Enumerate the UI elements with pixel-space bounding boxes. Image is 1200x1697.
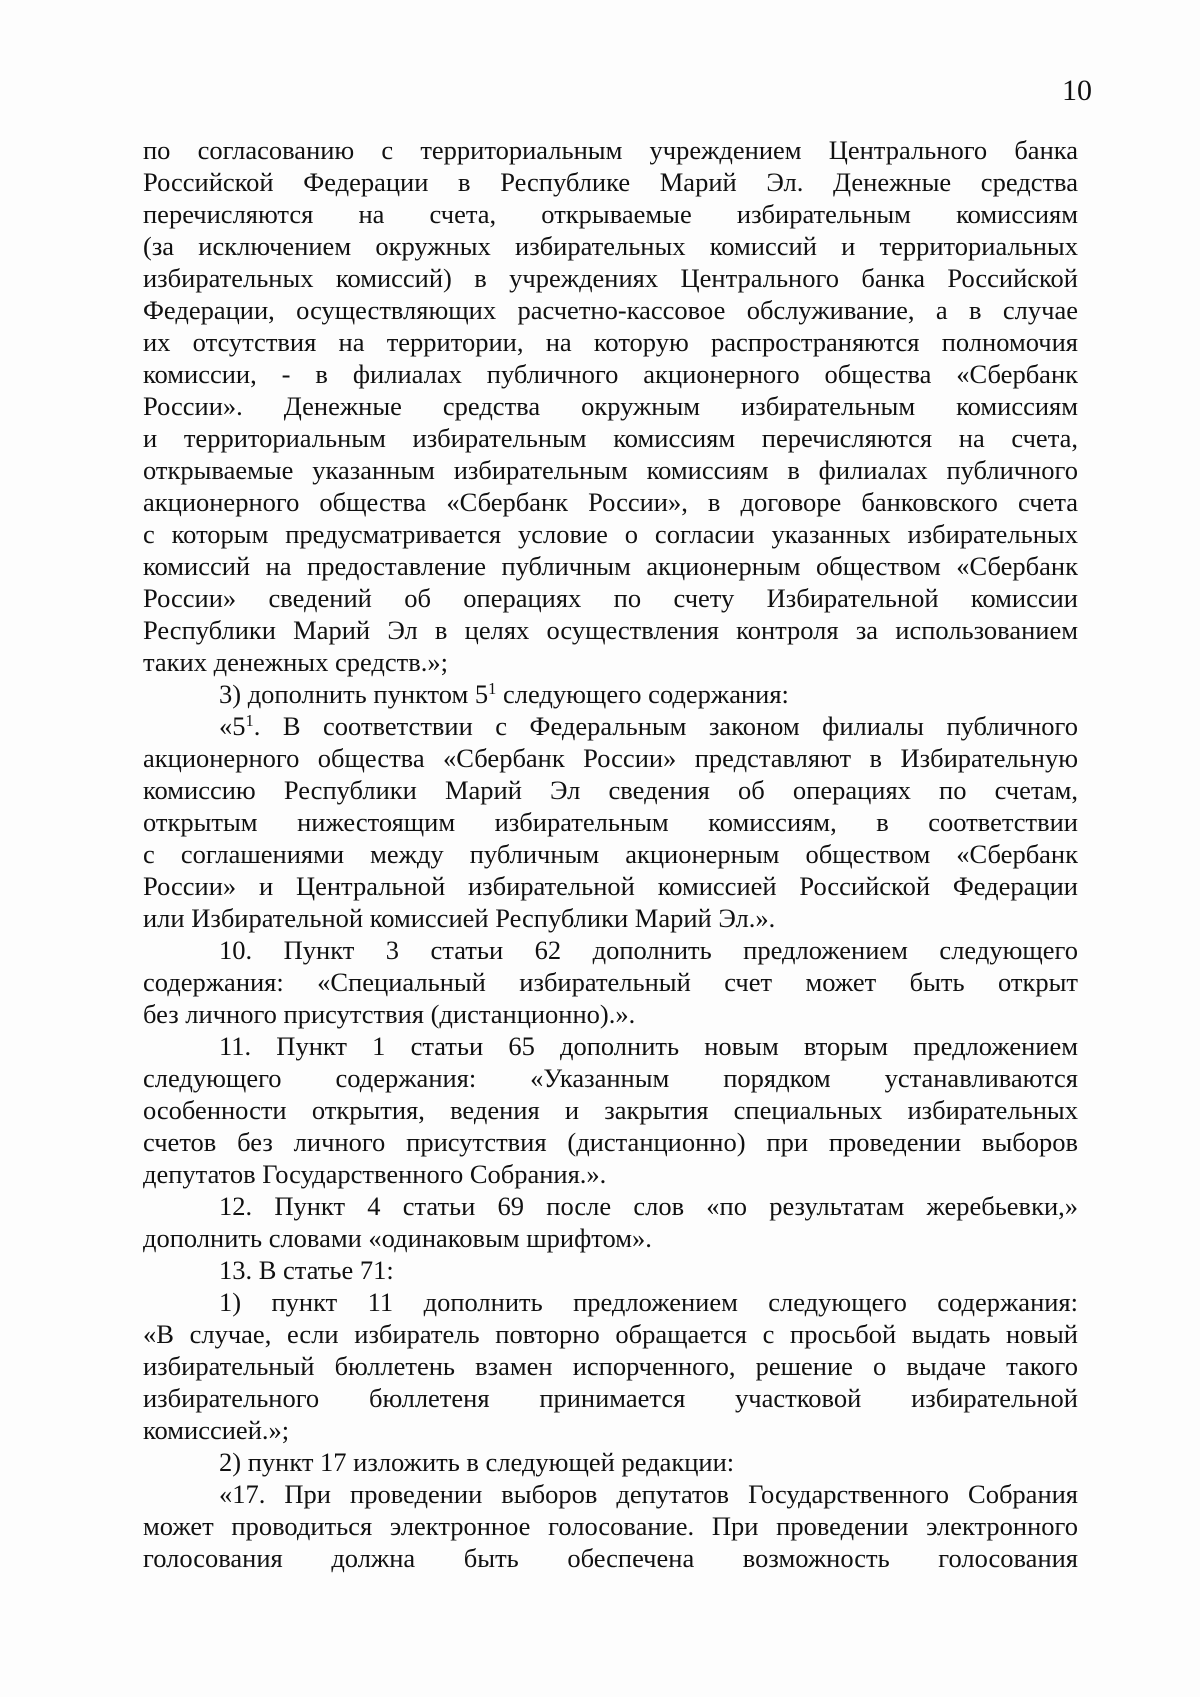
text-line [143, 294, 1078, 326]
text-line [143, 390, 1078, 422]
text-line-content: комиссией.»; [143, 1415, 290, 1445]
text-line [143, 1478, 1078, 1510]
text-line-content: и территориальным избирательным комиссиям перечисляются на счета, [143, 423, 1078, 453]
text-line [143, 1510, 1078, 1542]
document-body [143, 134, 1078, 1574]
text-line-content: перечисляются на счета, открываемые избирательным комиссиям [143, 199, 1078, 229]
text-line-content: 10. Пункт 3 статьи 62 дополнить предложением следующего [219, 935, 1078, 965]
text-line [143, 1414, 1078, 1446]
text-line-content: без личного присутствия (дистанционно).». [143, 999, 636, 1029]
text-line-content: их отсутствия на территории, на которую распространяются полномочия [143, 327, 1078, 357]
text-line-content: 12. Пункт 4 статьи 69 после слов «по результатам жеребьевки,» [219, 1191, 1078, 1221]
text-line-content: таких денежных средств.»; [143, 647, 448, 677]
text-line [143, 582, 1078, 614]
text-line-content: «17. При проведении выборов депутатов Государственного Собрания [219, 1479, 1078, 1509]
text-line [143, 1382, 1078, 1414]
text-line-content: по согласованию с территориальным учреждением Центрального банка [143, 135, 1078, 165]
text-line [143, 454, 1078, 486]
text-line [143, 550, 1078, 582]
text-line [143, 614, 1078, 646]
text-line-content: акционерного общества «Сбербанк России» представляют в Избирательную [143, 743, 1078, 773]
text-line-content: 13. В статье 71: [219, 1255, 394, 1285]
text-line [143, 166, 1078, 198]
text-line-content: избирательный бюллетень взамен испорченного, решение о выдаче такого [143, 1351, 1078, 1381]
text-line-content: депутатов Государственного Собрания.». [143, 1159, 607, 1189]
text-line-content: особенности открытия, ведения и закрытия специальных избирательных [143, 1095, 1078, 1125]
text-line-content: России» сведений об операциях по счету Избирательной комиссии [143, 583, 1078, 613]
text-line [143, 806, 1078, 838]
text-line-content: содержания: «Специальный избирательный счет может быть открыт [143, 967, 1078, 997]
text-line [143, 966, 1078, 998]
text-line [143, 326, 1078, 358]
text-line [143, 742, 1078, 774]
text-line [143, 870, 1078, 902]
text-line-content: с соглашениями между публичным акционерным обществом «Сбербанк [143, 839, 1078, 869]
text-line-continuation: следующего содержания: [496, 679, 789, 709]
text-line [143, 998, 1078, 1030]
text-line-continuation: . В соответствии с Федеральным законом филиалы публичного [253, 711, 1078, 741]
text-line [143, 710, 1078, 742]
text-line [143, 1222, 1078, 1254]
text-line [143, 518, 1078, 550]
text-line-content: дополнить словами «одинаковым шрифтом». [143, 1223, 652, 1253]
text-line [143, 1350, 1078, 1382]
text-line-content: или Избирательной комиссией Республики Марий Эл.». [143, 903, 776, 933]
superscript: 1 [245, 710, 254, 730]
text-line [143, 358, 1078, 390]
text-line-content: России» и Центральной избирательной комиссией Российской Федерации [143, 871, 1078, 901]
text-line-content: (за исключением окружных избирательных комиссий и территориальных [143, 231, 1078, 261]
text-line-content: комиссии, - в филиалах публичного акционерного общества «Сбербанк [143, 359, 1078, 389]
text-line-content: открываемые указанным избирательным комиссиям в филиалах публичного [143, 455, 1078, 485]
text-line [143, 838, 1078, 870]
text-line [143, 678, 1078, 710]
text-line-content: с которым предусматривается условие о согласии указанных избирательных [143, 519, 1078, 549]
text-line [143, 1158, 1078, 1190]
text-line-content: избирательных комиссий) в учреждениях Центрального банка Российской [143, 263, 1078, 293]
text-line-content: акционерного общества «Сбербанк России», в договоре банковского счета [143, 487, 1078, 517]
text-line [143, 1094, 1078, 1126]
text-line [143, 230, 1078, 262]
text-line [143, 1062, 1078, 1094]
text-line-content: «5 [219, 711, 246, 741]
text-line [143, 1446, 1078, 1478]
text-line-content: Федерации, осуществляющих расчетно-кассовое обслуживание, а в случае [143, 295, 1078, 325]
text-line-content: комиссию Республики Марий Эл сведения об операциях по счетам, [143, 775, 1078, 805]
page-number: 10 [1062, 74, 1092, 107]
text-line-content: счетов без личного присутствия (дистанционно) при проведении выборов [143, 1127, 1078, 1157]
text-line [143, 1126, 1078, 1158]
text-line [143, 774, 1078, 806]
text-line-content: 3) дополнить пунктом 5 [219, 679, 489, 709]
text-line-content: Российской Федерации в Республике Марий Эл. Денежные средства [143, 167, 1078, 197]
text-line-content: Республики Марий Эл в целях осуществления контроля за использованием [143, 615, 1078, 645]
text-line [143, 934, 1078, 966]
text-line [143, 1318, 1078, 1350]
text-line-content: голосования должна быть обеспечена возможность голосования [143, 1543, 1078, 1573]
text-line-content: может проводиться электронное голосование. При проведении электронного [143, 1511, 1078, 1541]
text-line-content: 1) пункт 11 дополнить предложением следующего содержания: [219, 1287, 1078, 1317]
text-line [143, 262, 1078, 294]
text-line [143, 1254, 1078, 1286]
text-line [143, 1286, 1078, 1318]
text-line [143, 902, 1078, 934]
text-line [143, 646, 1078, 678]
text-line-content: России». Денежные средства окружным избирательным комиссиям [143, 391, 1078, 421]
text-line-content: 2) пункт 17 изложить в следующей редакции: [219, 1447, 735, 1477]
text-line-content: избирательного бюллетеня принимается участковой избирательной [143, 1383, 1078, 1413]
text-line [143, 134, 1078, 166]
superscript: 1 [488, 678, 497, 698]
text-line [143, 1030, 1078, 1062]
text-line-content: 11. Пункт 1 статьи 65 дополнить новым вторым предложением [219, 1031, 1078, 1061]
text-line [143, 486, 1078, 518]
text-line-content: следующего содержания: «Указанным порядком устанавливаются [143, 1063, 1078, 1093]
text-line [143, 422, 1078, 454]
text-line [143, 1542, 1078, 1574]
text-line [143, 1190, 1078, 1222]
text-line-content: открытым нижестоящим избирательным комиссиям, в соответствии [143, 807, 1078, 837]
text-line-content: комиссий на предоставление публичным акционерным обществом «Сбербанк [143, 551, 1078, 581]
text-line [143, 198, 1078, 230]
text-line-content: «В случае, если избиратель повторно обращается с просьбой выдать новый [143, 1319, 1078, 1349]
